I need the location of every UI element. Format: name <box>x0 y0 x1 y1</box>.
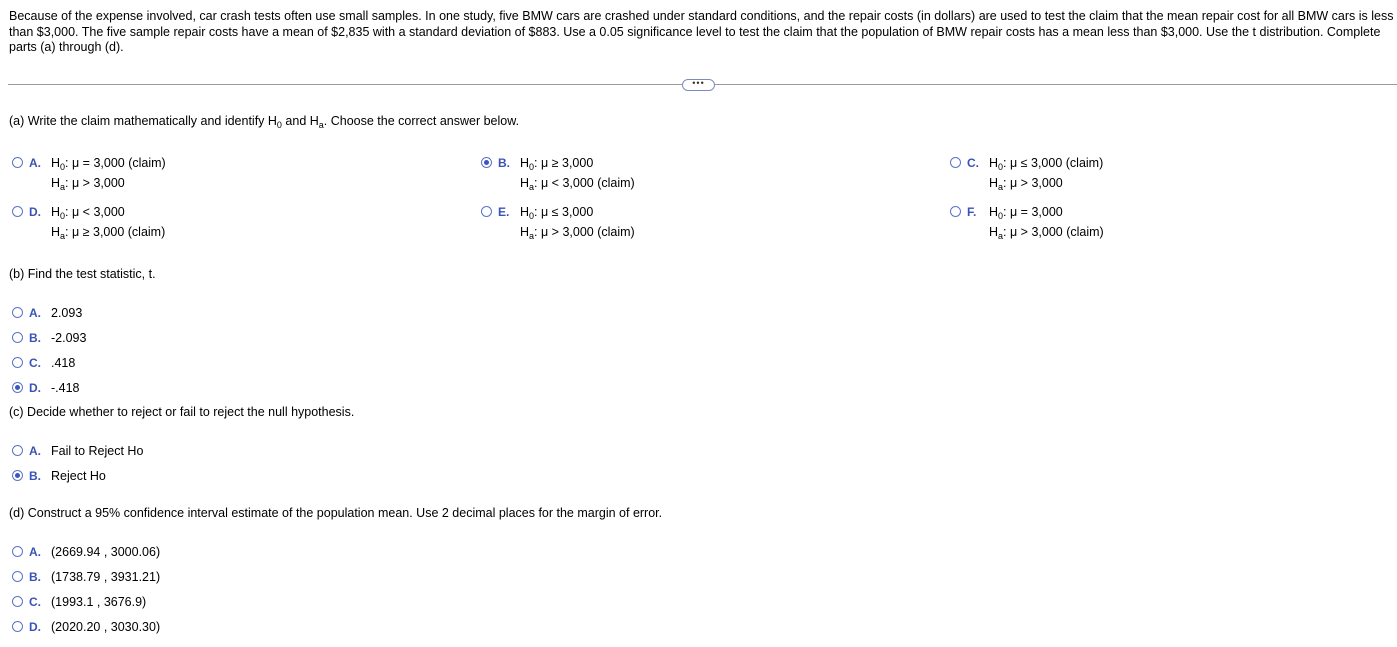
part-b-option-a[interactable] <box>12 306 82 320</box>
h0-line: $H_0$: μ = 3,000 (claim) <box>51 156 166 172</box>
prompt-text: and H <box>281 114 319 128</box>
subscript: 0 <box>276 120 282 130</box>
radio-button[interactable] <box>12 357 23 368</box>
ha-line: $H_a$: μ > 3,000 <box>989 176 1063 192</box>
ha-text: : μ > 3,000 (claim) <box>1003 225 1104 239</box>
ha-text: : μ > 3,000 <box>65 176 125 190</box>
subscript: a <box>529 231 535 241</box>
part-c-prompt: (c) Decide whether to reject or fail to reject the null hypothesis. <box>9 405 355 419</box>
subscript: 0 <box>998 211 1004 221</box>
radio-button[interactable] <box>12 621 23 632</box>
h0-text: : μ ≤ 3,000 <box>534 205 594 219</box>
subscript: a <box>318 120 324 130</box>
part-b-option-c[interactable] <box>12 356 75 370</box>
subscript: 0 <box>529 211 535 221</box>
option-text: Reject Ho <box>51 469 106 483</box>
h0-line: $H_0$: μ ≤ 3,000 (claim) <box>989 156 1104 172</box>
part-d-option-b[interactable] <box>12 570 160 584</box>
ha-line: $H_a$: μ < 3,000 (claim) <box>520 176 635 192</box>
radio-button[interactable] <box>950 157 961 168</box>
part-b-option-b[interactable] <box>12 331 86 345</box>
part-a-option-a[interactable] <box>12 156 166 196</box>
subscript: a <box>60 182 66 192</box>
h0-line: $H_0$: μ = 3,000 <box>989 205 1063 221</box>
option-letter: A. <box>29 306 41 320</box>
radio-button[interactable] <box>481 157 492 168</box>
subscript: 0 <box>60 211 66 221</box>
h0-text: : μ < 3,000 <box>65 205 125 219</box>
question-text: Because of the expense involved, car crash tests often use small samples. In one study, five BMW cars are crashed under standard conditions, and the repair costs (in dollars) are used to test the claim that the mean repair cost for all BMW cars is less than $3,000. The five sample repair costs have a mean of $2,835 with a standard deviation of $883. Use a 0.05 significance level to test the claim that the population of BMW repair costs has a mean less than $3,000. Use the t distribution. Complete parts (a) through (d). <box>9 9 1394 54</box>
option-letter: A. <box>29 444 41 458</box>
option-letter: C. <box>29 356 41 370</box>
radio-button[interactable] <box>12 157 23 168</box>
option-letter: D. <box>29 205 41 219</box>
option-hypotheses <box>989 205 1104 245</box>
part-d-option-a[interactable] <box>12 545 160 559</box>
option-text: .418 <box>51 356 76 370</box>
radio-button[interactable] <box>12 596 23 607</box>
ha-text: : μ > 3,000 <box>1003 176 1063 190</box>
radio-button[interactable] <box>12 445 23 456</box>
option-text: -.418 <box>51 381 80 395</box>
subscript: a <box>60 231 66 241</box>
part-a-prompt <box>9 114 519 128</box>
option-hypotheses <box>989 156 1103 196</box>
option-letter: B. <box>29 331 41 345</box>
option-letter: A. <box>29 545 41 559</box>
part-d-option-d[interactable] <box>12 620 160 634</box>
option-letter: F. <box>967 205 977 219</box>
part-a-option-b[interactable] <box>481 156 635 196</box>
option-hypotheses <box>520 205 635 245</box>
option-letter: C. <box>967 156 979 170</box>
option-letter: D. <box>29 381 41 395</box>
part-a-option-f[interactable] <box>950 205 1104 245</box>
option-text: (2669.94 , 3000.06) <box>51 545 161 559</box>
h0-line: $H_0$: μ < 3,000 <box>51 205 125 221</box>
radio-button[interactable] <box>12 470 23 481</box>
option-letter: D. <box>29 620 41 634</box>
option-letter: B. <box>498 156 510 170</box>
option-letter: A. <box>29 156 41 170</box>
ha-line: $H_a$: μ > 3,000 (claim) <box>989 225 1104 241</box>
ha-text: : μ > 3,000 (claim) <box>534 225 635 239</box>
option-hypotheses <box>51 205 165 245</box>
subscript: a <box>998 231 1004 241</box>
option-letter: C. <box>29 595 41 609</box>
subscript: a <box>998 182 1004 192</box>
expand-more-button[interactable]: ••• <box>682 79 715 91</box>
part-a-option-d[interactable] <box>12 205 165 245</box>
h0-text: : μ ≤ 3,000 (claim) <box>1003 156 1104 170</box>
h0-text: : μ = 3,000 (claim) <box>65 156 166 170</box>
prompt-text: . Choose the correct answer below. <box>323 114 520 128</box>
h0-line: $H_0$: μ ≥ 3,000 <box>520 156 594 172</box>
prompt-text: (a) Write the claim mathematically and identify H <box>9 114 277 128</box>
option-text: (1993.1 , 3676.9) <box>51 595 147 609</box>
part-d-prompt: (d) Construct a 95% confidence interval estimate of the population mean. Use 2 decimal places for the margin of error. <box>9 506 663 520</box>
option-text: 2.093 <box>51 306 83 320</box>
radio-button[interactable] <box>481 206 492 217</box>
ha-line: $H_a$: μ ≥ 3,000 (claim) <box>51 225 166 241</box>
part-a-option-e[interactable] <box>481 205 635 245</box>
radio-button[interactable] <box>12 571 23 582</box>
subscript: a <box>529 182 535 192</box>
h0-text: : μ = 3,000 <box>1003 205 1063 219</box>
option-text: (1738.79 , 3931.21) <box>51 570 161 584</box>
part-b-prompt: (b) Find the test statistic, t. <box>9 267 156 281</box>
subscript: 0 <box>529 162 535 172</box>
ha-line: $H_a$: μ > 3,000 (claim) <box>520 225 635 241</box>
part-c-option-b[interactable] <box>12 469 106 483</box>
option-text: -2.093 <box>51 331 87 345</box>
h0-line: $H_0$: μ ≤ 3,000 <box>520 205 594 221</box>
option-hypotheses <box>51 156 166 196</box>
radio-button[interactable] <box>12 382 23 393</box>
radio-button[interactable] <box>12 546 23 557</box>
part-d-option-c[interactable] <box>12 595 146 609</box>
ha-text: : μ ≥ 3,000 (claim) <box>65 225 166 239</box>
part-c-option-a[interactable] <box>12 444 143 458</box>
radio-button[interactable] <box>12 206 23 217</box>
option-hypotheses <box>520 156 635 196</box>
h0-text: : μ ≥ 3,000 <box>534 156 594 170</box>
radio-button[interactable] <box>12 332 23 343</box>
part-b-option-d[interactable] <box>12 381 80 395</box>
ha-text: : μ < 3,000 (claim) <box>534 176 635 190</box>
option-text: Fail to Reject Ho <box>51 444 144 458</box>
radio-button[interactable] <box>950 206 961 217</box>
option-letter: E. <box>498 205 510 219</box>
option-letter: B. <box>29 469 41 483</box>
part-a-option-c[interactable] <box>950 156 1103 196</box>
radio-button[interactable] <box>12 307 23 318</box>
subscript: 0 <box>60 162 66 172</box>
option-letter: B. <box>29 570 41 584</box>
subscript: 0 <box>998 162 1004 172</box>
option-text: (2020.20 , 3030.30) <box>51 620 161 634</box>
ha-line: $H_a$: μ > 3,000 <box>51 176 125 192</box>
